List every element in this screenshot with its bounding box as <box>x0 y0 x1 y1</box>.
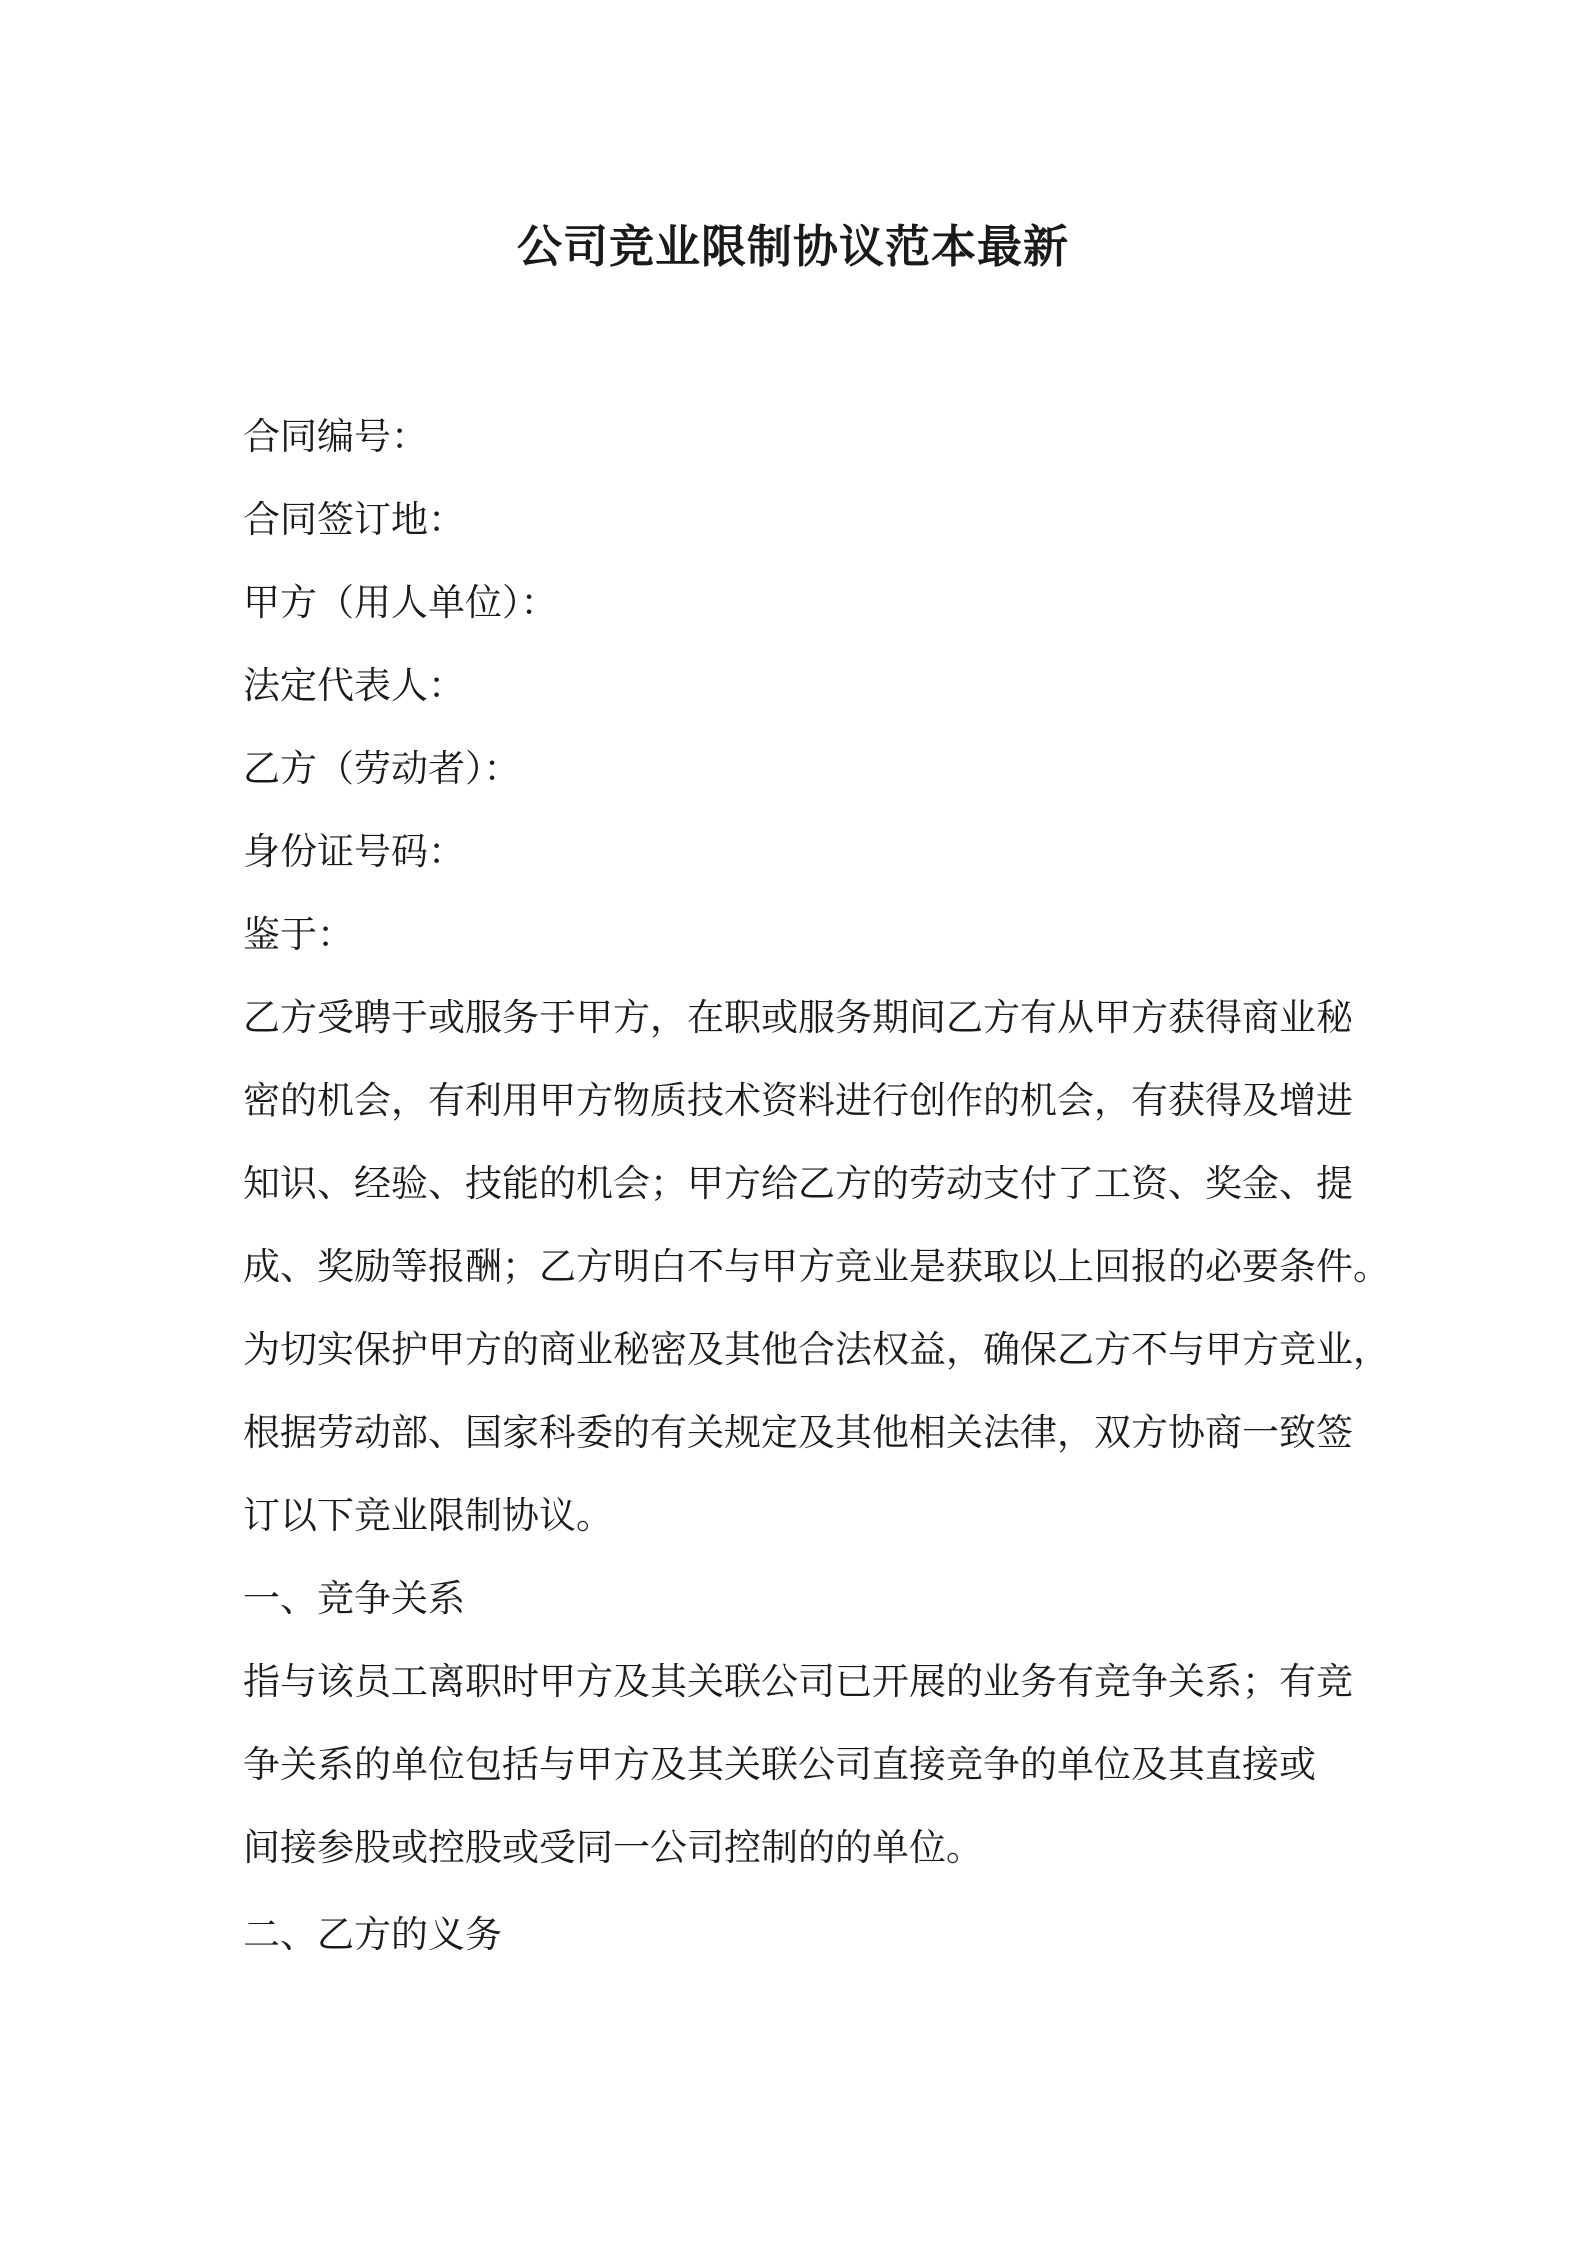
field-id-number: 身份证号码： <box>243 830 465 873</box>
section-1-heading: 一、竞争关系 <box>243 1577 465 1620</box>
whereas-label: 鉴于： <box>243 913 354 956</box>
section-1-line: 争关系的单位包括与甲方及其关联公司直接竞争的单位及其直接或 <box>243 1743 1316 1786</box>
section-2-heading: 二、乙方的义务 <box>243 1913 502 1956</box>
document-title: 公司竞业限制协议范本最新 <box>516 220 1069 273</box>
preamble-line: 成、奖励等报酬；乙方明白不与甲方竞业是获取以上回报的必要条件。 <box>243 1245 1390 1288</box>
preamble-line: 乙方受聘于或服务于甲方，在职或服务期间乙方有从甲方获得商业秘 <box>243 996 1353 1039</box>
section-1-line: 间接参股或控股或受同一公司控制的的单位。 <box>243 1826 983 1869</box>
preamble-line: 知识、经验、技能的机会；甲方给乙方的劳动支付了工资、奖金、提 <box>243 1162 1353 1205</box>
field-signing-place: 合同签订地： <box>243 498 465 541</box>
preamble-line: 密的机会，有利用甲方物质技术资料进行创作的机会，有获得及增进 <box>243 1079 1353 1122</box>
preamble-line: 根据劳动部、国家科委的有关规定及其他相关法律，双方协商一致签 <box>243 1411 1353 1454</box>
field-contract-number: 合同编号： <box>243 415 428 458</box>
preamble-line: 为切实保护甲方的商业秘密及其他合法权益，确保乙方不与甲方竞业， <box>243 1328 1390 1371</box>
section-1-line: 指与该员工离职时甲方及其关联公司已开展的业务有竞争关系；有竞 <box>243 1660 1353 1703</box>
field-legal-representative: 法定代表人： <box>243 664 465 707</box>
field-party-a: 甲方（用人单位）： <box>243 581 558 624</box>
preamble-line: 订以下竞业限制协议。 <box>243 1494 613 1537</box>
field-party-b: 乙方（劳动者）： <box>243 747 521 790</box>
